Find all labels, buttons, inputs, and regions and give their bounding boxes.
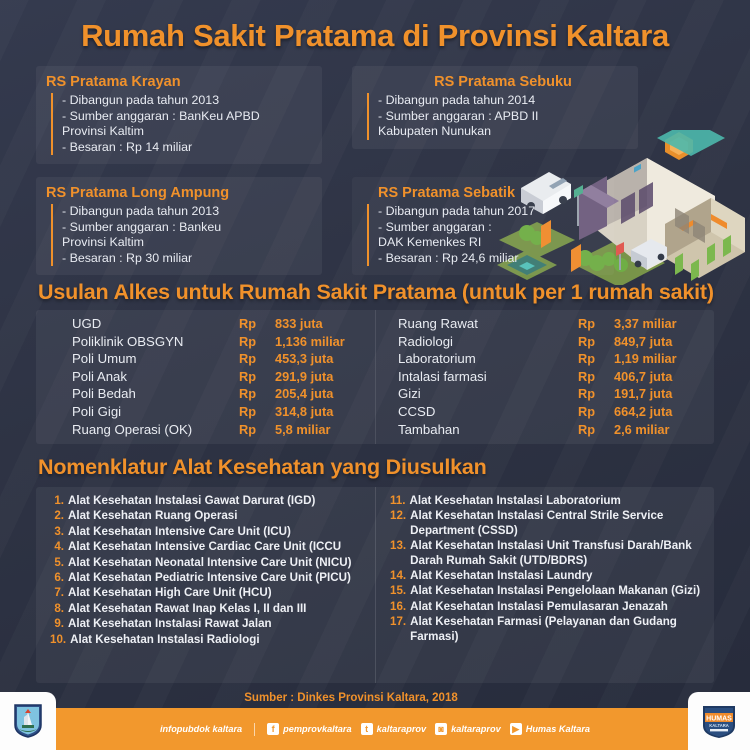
- currency-label: Rp: [239, 333, 257, 349]
- currency-label: Rp: [239, 351, 257, 367]
- list-item-number: 2.: [54, 509, 64, 523]
- list-item-label: Alat Kesehatan Instalasi Pemulasaran Jenazah: [410, 599, 668, 613]
- alkes-item-name: Ruang Operasi (OK): [72, 421, 193, 437]
- list-item-number: 13.: [390, 539, 407, 553]
- twitter-icon: t: [361, 723, 373, 735]
- alkes-row: [376, 404, 714, 422]
- alkes-table: [36, 310, 714, 444]
- social-link-instagram[interactable]: [435, 723, 501, 735]
- list-item-number: 11.: [390, 494, 406, 507]
- alkes-item-value: 191,7 juta: [614, 386, 673, 402]
- alkes-row: [36, 334, 375, 352]
- alkes-item-value: 849,7 juta: [614, 333, 673, 349]
- list-item-number: 8.: [54, 601, 64, 615]
- list-item: [390, 615, 704, 644]
- social-handle-instagram: kaltaraprov: [451, 724, 501, 734]
- list-item: [50, 509, 365, 523]
- currency-label: Rp: [578, 386, 596, 402]
- list-item: [50, 556, 365, 570]
- alkes-row: [376, 316, 714, 334]
- list-item-number: 12.: [390, 509, 407, 523]
- facebook-icon: f: [267, 723, 279, 735]
- alkes-item-value: 205,4 juta: [275, 386, 334, 402]
- hospital-details: [51, 93, 312, 155]
- alkes-item-name: Gizi: [398, 386, 421, 402]
- alkes-row: [376, 351, 714, 369]
- alkes-item-value: 1,136 miliar: [275, 333, 345, 349]
- list-item-number: 3.: [54, 524, 64, 538]
- alkes-item-name: Laboratorium: [398, 351, 476, 367]
- list-item: [50, 540, 365, 554]
- list-item-number: 16.: [390, 599, 407, 613]
- currency-label: Rp: [578, 333, 596, 349]
- social-link-twitter[interactable]: [361, 723, 427, 735]
- social-links: [160, 723, 590, 736]
- alkes-item-value: 453,3 juta: [275, 351, 334, 367]
- alkes-item-name: UGD: [72, 316, 102, 331]
- hospital-detail-line: - Dibangun pada tahun 2017: [378, 204, 536, 218]
- alkes-item-name: Poli Gigi: [72, 403, 122, 419]
- svg-text:KALTARA: KALTARA: [709, 723, 729, 728]
- currency-label: Rp: [239, 403, 257, 419]
- list-item-label: Alat Kesehatan Ruang Operasi: [68, 509, 238, 523]
- hospital-details: [51, 204, 312, 266]
- footer-social-bar: [0, 708, 750, 750]
- alkes-item-value: 833 juta: [275, 316, 323, 331]
- currency-label: Rp: [239, 368, 257, 384]
- hospital-detail-line: - Besaran : Rp 24,6 miliar: [378, 250, 519, 265]
- nomenklatur-list: [36, 487, 714, 683]
- hospital-name: RS Pratama Sebatik: [378, 185, 516, 201]
- hospital-detail-line: - Sumber anggaran : BanKeu APBD: [62, 108, 260, 123]
- hospital-details: [367, 204, 604, 266]
- list-item-label: Alat Kesehatan Instalasi Laboratorium: [409, 494, 621, 507]
- humas-kaltara-logo: [688, 692, 750, 750]
- hospital-name: RS Pratama Sebuku: [434, 74, 572, 90]
- hospital-detail-line: - Besaran : Rp 30 miliar: [62, 250, 193, 265]
- nomenklatur-column-right: [375, 487, 714, 683]
- alkes-item-value: 314,8 juta: [275, 403, 334, 419]
- currency-label: Rp: [239, 386, 257, 402]
- list-item: [50, 633, 365, 647]
- emblem-shield-icon: [13, 703, 43, 739]
- alkes-row: [36, 351, 375, 369]
- alkes-item-name: CCSD: [398, 403, 436, 419]
- currency-label: Rp: [578, 421, 596, 437]
- section-heading-alkes: Usulan Alkes untuk Rumah Sakit Pratama (untuk per 1 rumah sakit): [38, 280, 714, 304]
- list-item-label: Alat Kesehatan Farmasi (Pelayanan dan Gudang Farmasi): [410, 615, 677, 643]
- alkes-row: [376, 422, 714, 440]
- page-title: Rumah Sakit Pratama di Provinsi Kaltara: [81, 18, 669, 53]
- list-item-label: Alat Kesehatan Neonatal Intensive Care Unit (NICU): [68, 555, 352, 569]
- alkes-item-value: 1,19 miliar: [614, 351, 677, 367]
- list-item-number: 10.: [50, 632, 67, 646]
- list-item: [50, 602, 365, 616]
- alkes-row: [376, 386, 714, 404]
- nomenklatur-column-left: [36, 487, 375, 683]
- alkes-row: [36, 369, 375, 387]
- list-item: [50, 571, 365, 585]
- currency-label: Rp: [578, 403, 596, 419]
- hospital-detail-line: - Sumber anggaran :: [378, 219, 492, 234]
- hospital-detail-line: - Sumber anggaran : APBD II: [378, 108, 539, 123]
- list-item-label: Alat Kesehatan Instalasi Laundry: [410, 569, 593, 583]
- list-item-label: Alat Kesehatan High Care Unit (HCU): [68, 586, 272, 600]
- hospital-detail-line: - Dibangun pada tahun 2013: [62, 93, 220, 107]
- list-item: [390, 539, 704, 568]
- list-item-label: Alat Kesehatan Intensive Care Unit (ICU): [68, 524, 291, 538]
- hospital-card-sebuku: [352, 66, 638, 149]
- list-item-number: 6.: [54, 571, 64, 585]
- hospital-name: RS Pratama Krayan: [46, 74, 181, 90]
- hospital-detail-line: DAK Kemenkes RI: [378, 235, 482, 250]
- hospital-card-long-ampung: [36, 177, 322, 275]
- source-credit: Sumber : Dinkes Provinsi Kaltara, 2018: [244, 692, 458, 704]
- list-item-number: 7.: [54, 586, 64, 600]
- alkes-item-name: Tambahan: [398, 421, 460, 437]
- list-item-number: 5.: [54, 555, 64, 569]
- list-item-label: Alat Kesehatan Intensive Cardiac Care Unit (ICCU: [68, 540, 342, 554]
- alkes-row: [36, 316, 375, 334]
- hospital-detail-line: Provinsi Kaltim: [62, 235, 144, 250]
- currency-label: Rp: [239, 421, 257, 437]
- youtube-icon: ▶: [510, 723, 522, 735]
- list-item-label: Alat Kesehatan Instalasi Rawat Jalan: [68, 617, 272, 631]
- alkes-row: [376, 369, 714, 387]
- list-item: [390, 494, 704, 508]
- hospital-detail-line: - Sumber anggaran : Bankeu: [62, 219, 222, 234]
- hospital-card-krayan: [36, 66, 322, 164]
- alkes-item-value: 2,6 miliar: [614, 421, 670, 437]
- list-item: [50, 617, 365, 631]
- currency-label: Rp: [239, 316, 257, 331]
- alkes-column-left: [36, 310, 375, 444]
- currency-label: Rp: [578, 351, 596, 367]
- alkes-item-name: Radiologi: [398, 333, 453, 349]
- list-item: [390, 600, 704, 614]
- alkes-item-name: Poliklinik OBSGYN: [72, 333, 184, 349]
- list-item: [50, 525, 365, 539]
- list-item-number: 4.: [54, 540, 64, 554]
- currency-label: Rp: [578, 316, 596, 331]
- alkes-item-value: 5,8 miliar: [275, 421, 331, 437]
- list-item-label: Alat Kesehatan Instalasi Central Strile Service Department (CSSD): [410, 509, 664, 537]
- alkes-row: [376, 334, 714, 352]
- list-item-number: 9.: [54, 617, 64, 631]
- list-item-number: 14.: [390, 569, 407, 583]
- social-link-youtube[interactable]: [510, 723, 590, 735]
- list-item: [390, 569, 704, 583]
- list-item: [390, 509, 704, 538]
- list-item-label: Alat Kesehatan Instalasi Pengelolaan Makanan (Gizi): [410, 584, 701, 598]
- list-item: [50, 494, 365, 508]
- list-item-label: Alat Kesehatan Rawat Inap Kelas I, II dan III: [68, 601, 307, 615]
- list-item: [390, 584, 704, 598]
- alkes-item-name: Poli Anak: [72, 368, 127, 384]
- alkes-item-value: 291,9 juta: [275, 368, 334, 384]
- social-handle-facebook: pemprovkaltara: [283, 724, 352, 734]
- alkes-item-value: 664,2 juta: [614, 403, 673, 419]
- social-handle-twitter: kaltaraprov: [376, 724, 427, 734]
- alkes-row: [36, 404, 375, 422]
- section-heading-nomenklatur: Nomenklatur Alat Kesehatan yang Diusulkan: [38, 455, 487, 479]
- hospital-detail-line: Provinsi Kaltim: [62, 124, 144, 139]
- hospital-details: [367, 93, 628, 140]
- alkes-item-name: Poli Bedah: [72, 386, 136, 402]
- hospital-detail-line: Kabupaten Nunukan: [378, 124, 491, 139]
- provinsi-kaltara-emblem: [0, 692, 56, 750]
- list-item: [50, 586, 365, 600]
- social-link-facebook[interactable]: [267, 723, 351, 735]
- hospital-detail-line: - Besaran : Rp 14 miliar: [62, 139, 193, 154]
- list-item-number: 15.: [390, 584, 407, 598]
- alkes-item-name: Ruang Rawat: [398, 316, 478, 331]
- hospital-card-sebatik: [352, 177, 614, 275]
- list-item-label: Alat Kesehatan Instalasi Radiologi: [70, 632, 260, 646]
- alkes-item-value: 406,7 juta: [614, 368, 673, 384]
- social-handle-infopubdok: infopubdok kaltara: [159, 724, 243, 734]
- alkes-item-name: Intalasi farmasi: [398, 368, 487, 384]
- currency-label: Rp: [578, 368, 596, 384]
- alkes-row: [36, 386, 375, 404]
- hospital-name: RS Pratama Long Ampung: [46, 185, 230, 201]
- hospital-detail-line: - Dibangun pada tahun 2014: [378, 93, 536, 107]
- humas-shield-icon: [700, 702, 738, 740]
- list-item-label: Alat Kesehatan Pediatric Intensive Care Unit (PICU): [68, 571, 351, 585]
- alkes-item-value: 3,37 miliar: [614, 316, 677, 331]
- list-item-number: 1.: [54, 494, 64, 507]
- alkes-column-right: [375, 310, 714, 444]
- alkes-item-name: Poli Umum: [72, 351, 137, 367]
- list-item-number: 17.: [390, 615, 407, 629]
- svg-text:HUMAS: HUMAS: [706, 715, 732, 723]
- alkes-row: [36, 422, 375, 440]
- list-item-label: Alat Kesehatan Instalasi Unit Transfusi Darah/Bank Darah Rumah Sakit (UTD/BDRS): [410, 539, 692, 567]
- social-handle-youtube: Humas Kaltara: [525, 724, 591, 734]
- hospital-detail-line: - Dibangun pada tahun 2013: [62, 204, 220, 218]
- instagram-icon: ◙: [435, 723, 447, 735]
- list-item-label: Alat Kesehatan Instalasi Gawat Darurat (IGD): [68, 494, 316, 507]
- divider: [254, 723, 255, 736]
